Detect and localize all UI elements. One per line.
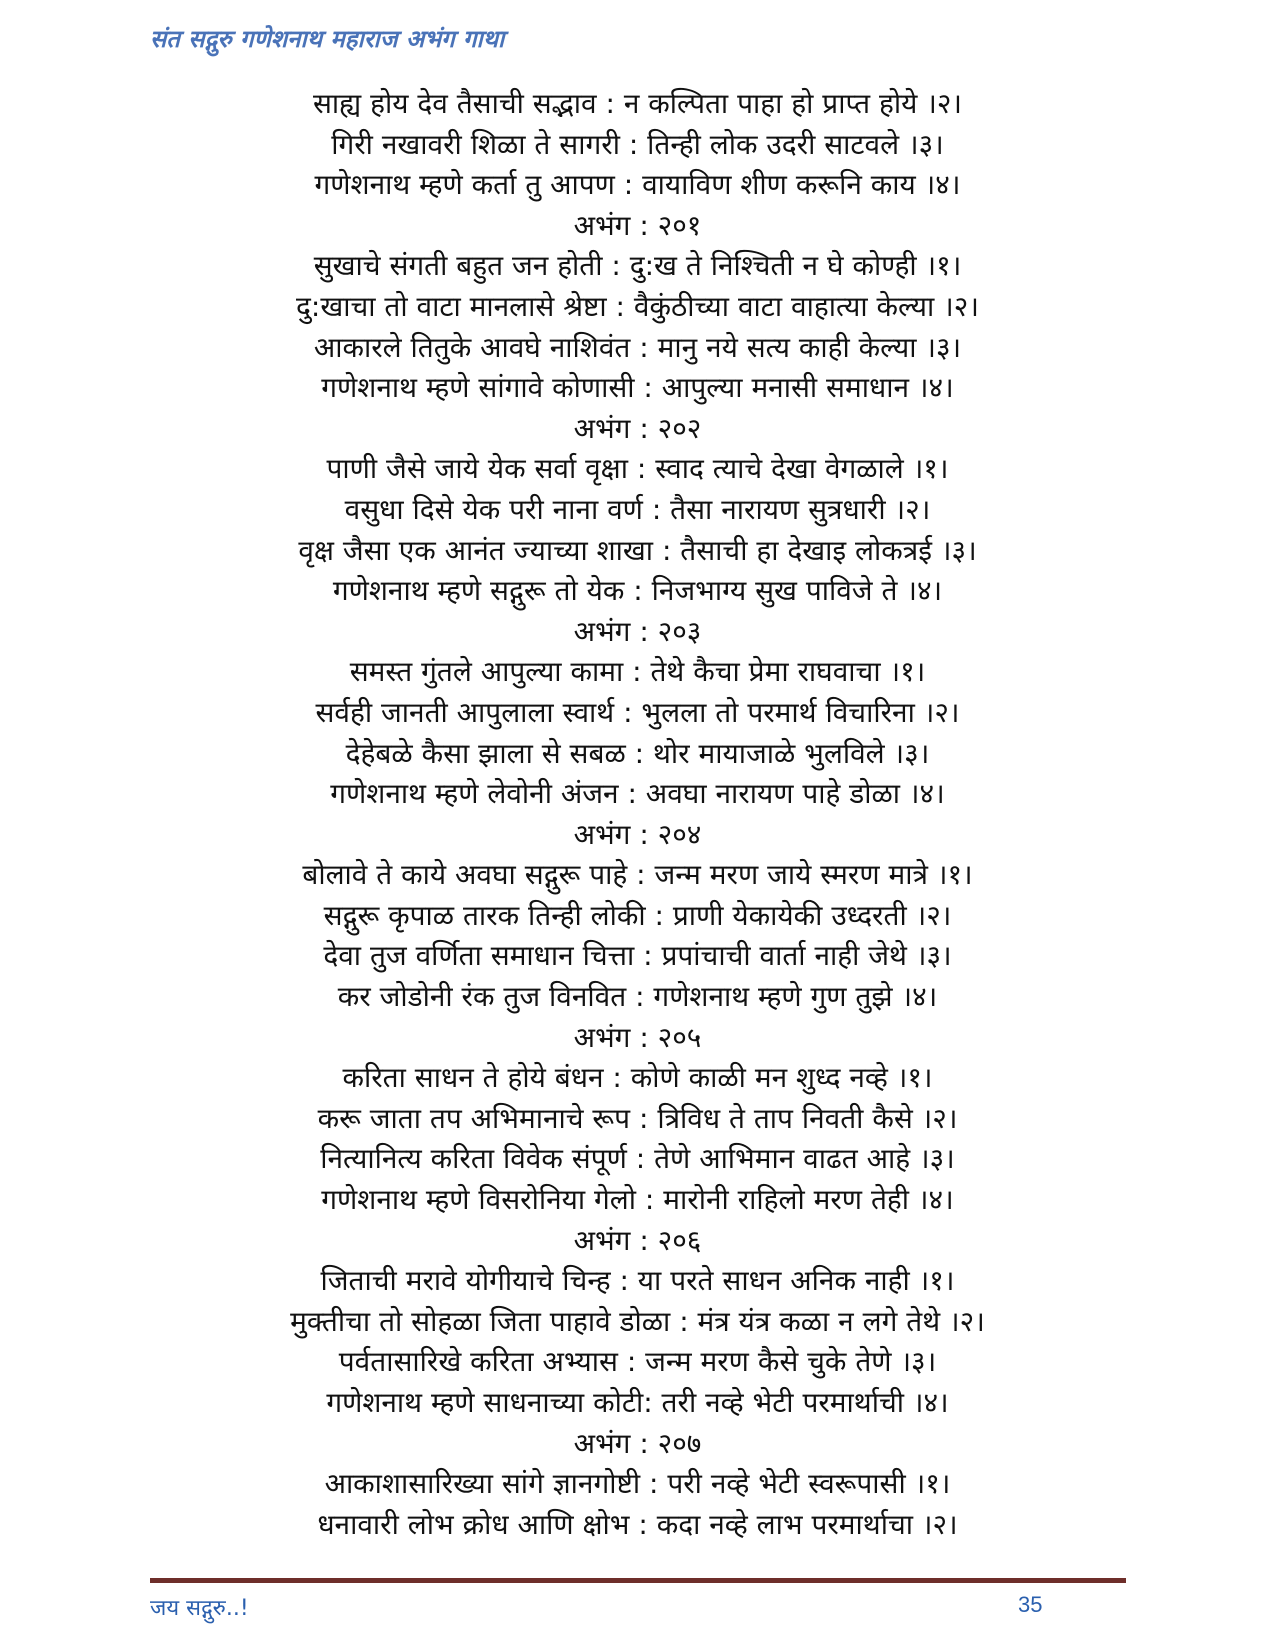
text-line: दु:खाचा तो वाटा मानलासे श्रेष्टा : वैकुंठीच्या वाटा वाहात्या केल्या ।२।: [296, 289, 979, 323]
text-line: वसुधा दिसे येक परी नाना वर्ण : तैसा नारायण सुत्रधारी ।२।: [344, 492, 931, 526]
footer-salutation: जय सद्गुरु..!: [150, 1596, 249, 1621]
text-line: गणेशनाथ म्हणे सांगावे कोणासी : आपुल्या मनासी समाधान ।४।: [321, 371, 954, 405]
text-line: नित्यानित्य करिता विवेक संपूर्ण : तेणे आभिमान वाढत आहे ।३।: [320, 1142, 955, 1176]
page-number: 35: [1018, 1592, 1043, 1617]
abhang-heading: अभंग : २०५: [573, 1020, 702, 1054]
abhang-heading: अभंग : २०७: [573, 1426, 702, 1460]
text-line: करू जाता तप अभिमानाचे रूप : त्रिविध ते ताप निवती कैसे ।२।: [317, 1101, 958, 1135]
text-line: गणेशनाथ म्हणे सद्गुरू तो येक : निजभाग्य सुख पाविजे ते ।४।: [332, 574, 943, 608]
text-line: सद्गुरू कृपाळ तारक तिन्ही लोकी : प्राणी येकायेकी उध्दरती ।२।: [323, 898, 952, 932]
text-line: देवा तुज वर्णिता समाधान चित्ता : प्रपांचाची वार्ता नाही जेथे ।३।: [323, 939, 952, 973]
text-line: साह्य होय देव तैसाची सद्भाव : न कल्पिता पाहा हो प्राप्त होये ।२।: [313, 87, 962, 120]
text-line: सर्वही जानती आपुलाला स्वार्थ : भुलला तो परमार्थ विचारिना ।२।: [315, 695, 960, 729]
text-line: करिता साधन ते होये बंधन : कोणे काळी मन शुध्द नव्हे ।१।: [342, 1061, 933, 1095]
text-line: वृक्ष जैसा एक आनंत ज्याच्या शाखा : तैसाची हा देखाइ लोकत्रई ।३।: [298, 533, 977, 567]
page-header-title: संत सद्गुरु गणेशनाथ महाराज अभंग गाथा: [150, 24, 505, 53]
text-line: गिरी नखावरी शिळा ते सागरी : तिन्ही लोक उदरी साटवले ।३।: [331, 127, 944, 161]
abhang-heading: अभंग : २०४: [573, 817, 702, 851]
text-line: धनावारी लोभ क्रोध आणि क्षोभ : कदा नव्हे लाभ परमार्थाचा ।२।: [317, 1507, 958, 1541]
text-line: पर्वतासारिखे करिता अभ्यास : जन्म मरण कैसे चुके तेणे ।३।: [338, 1345, 937, 1379]
text-line: पाणी जैसे जाये येक सर्वा वृक्षा : स्वाद त्याचे देखा वेगळाले ।१।: [326, 452, 949, 486]
text-line: मुक्तीचा तो सोहळा जिता पाहावे डोळा : मंत्र यंत्र कळा न लगे तेथे ।२।: [290, 1304, 985, 1338]
text-line: गणेशनाथ म्हणे साधनाच्या कोटी: तरी नव्हे भेटी परमार्थाची ।४।: [326, 1386, 949, 1419]
text-line: सुखाचे संगती बहुत जन होती : दु:ख ते निश्चिती न घे कोण्ही ।१।: [313, 249, 962, 283]
text-line: बोलावे ते काये अवघा सद्गुरू पाहे : जन्म मरण जाये स्मरण मात्रे ।१।: [302, 858, 973, 892]
footer-divider: [150, 1578, 1126, 1583]
abhang-heading: अभंग : २०३: [573, 614, 702, 648]
text-line: कर जोडोनी रंक तुज विनवित : गणेशनाथ म्हणे गुण तुझे ।४।: [337, 980, 938, 1014]
abhang-heading: अभंग : २०२: [573, 411, 702, 445]
text-line: देहेबळे कैसा झाला से सबळ : थोर मायाजाळे भुलविले ।३।: [345, 736, 930, 770]
text-line: समस्त गुंतले आपुल्या कामा : तेथे कैचा प्रेमा राघवाचा ।१।: [349, 655, 926, 689]
text-line: गणेशनाथ म्हणे विसरोनिया गेलो : मारोनी राहिलो मरण तेही ।४।: [321, 1183, 954, 1217]
abhang-heading: अभंग : २०१: [573, 208, 702, 242]
text-line: जिताची मरावे योगीयाचे चिन्ह : या परते साधन अनिक नाही ।१।: [320, 1264, 955, 1298]
text-line: गणेशनाथ म्हणे कर्ता तु आपण : वायाविण शीण करूनि काय ।४।: [314, 168, 961, 202]
abhang-heading: अभंग : २०६: [573, 1223, 702, 1257]
text-line: गणेशनाथ म्हणे लेवोनी अंजन : अवघा नारायण पाहे डोळा ।४।: [330, 777, 945, 811]
text-line: आकारले तितुके आवघे नाशिवंत : मानु नये सत्य काही केल्या ।३।: [313, 330, 962, 364]
abhang-text-block: [0, 84, 1275, 1545]
text-line: आकाशासारिख्या सांगे ज्ञानगोष्टी : परी नव्हे भेटी स्वरूपासी ।१।: [324, 1467, 951, 1501]
